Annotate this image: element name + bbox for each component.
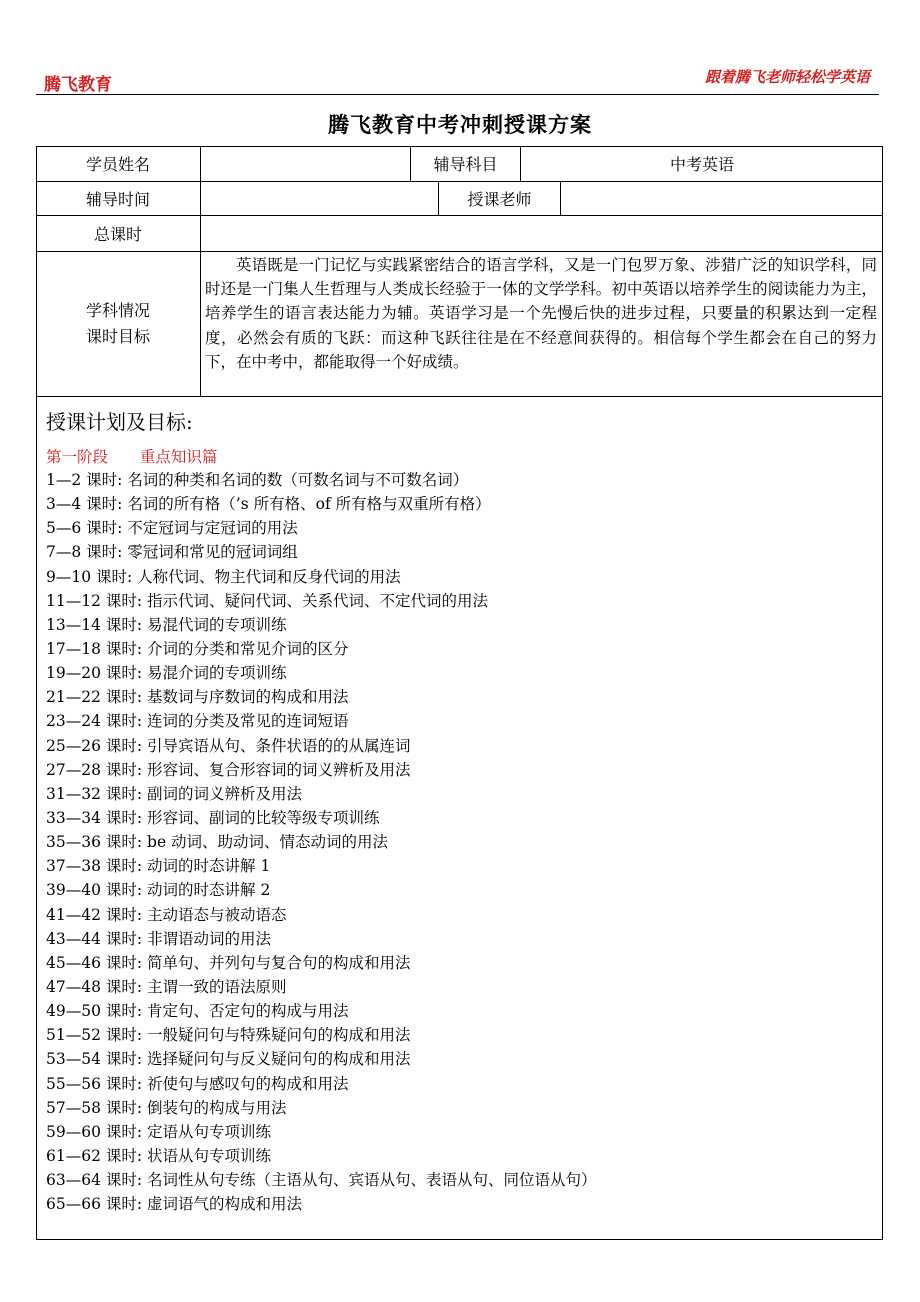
lesson-item: 37—38 课时: 动词的时态讲解 1: [46, 857, 271, 876]
total-hours-value[interactable]: [201, 215, 883, 251]
stage-topic: 重点知识篇: [139, 448, 218, 466]
teacher-label: 授课老师: [467, 189, 532, 209]
lesson-item: 17—18 课时: 介词的分类和常见介词的区分: [46, 639, 349, 658]
student-name-label: 学员姓名: [85, 155, 150, 174]
lesson-list: [46, 468, 597, 1216]
lesson-item: 41—42 课时: 主动语态与被动语态: [46, 905, 287, 924]
plan-heading: 授课计划及目标:: [46, 410, 193, 434]
situation-label-line2: 课时目标: [85, 327, 150, 346]
lesson-item: 25—26 课时: 引导宾语从句、条件状语的的从属连词: [46, 736, 411, 755]
lesson-item: 55—56 课时: 祈使句与感叹句的构成和用法: [46, 1074, 349, 1093]
lesson-item: 59—60 课时: 定语从句专项训练: [46, 1122, 272, 1141]
lesson-item: 47—48 课时: 主谓一致的语法原则: [46, 977, 287, 996]
header-divider: [36, 94, 879, 95]
lesson-item: 21—22 课时: 基数词与序数词的构成和用法: [46, 688, 349, 707]
situation-label-line1: 学科情况: [85, 301, 150, 320]
lesson-item: 39—40 课时: 动词的时态讲解 2: [46, 881, 271, 900]
lesson-item: 23—24 课时: 连词的分类及常见的连词短语: [46, 712, 349, 731]
lesson-item: 3—4 课时: 名词的所有格（’s 所有格、of 所有格与双重所有格）: [46, 495, 491, 514]
lesson-item: 31—32 课时: 副词的词义辨析及用法: [46, 784, 303, 803]
lesson-item: 57—58 课时: 倒装句的构成与用法: [46, 1098, 287, 1117]
header-slogan: 跟着腾飞老师轻松学英语: [704, 68, 870, 86]
total-hours-label: 总课时: [93, 224, 142, 244]
lesson-item: 5—6 课时: 不定冠词与定冠词的用法: [46, 519, 298, 538]
lesson-item: 13—14 课时: 易混代词的专项训练: [46, 615, 287, 634]
lesson-item: 1—2 课时: 名词的种类和名词的数（可数名词与不可数名词）: [46, 471, 469, 489]
lesson-item: 45—46 课时: 简单句、并列句与复合句的构成和用法: [46, 953, 411, 972]
lesson-item: 49—50 课时: 肯定句、否定句的构成与用法: [46, 1002, 349, 1021]
stage-heading: [46, 445, 217, 467]
lesson-item: 53—54 课时: 选择疑问句与反义疑问句的构成和用法: [46, 1050, 411, 1069]
lesson-item: 33—34 课时: 形容词、副词的比较等级专项训练: [46, 808, 380, 827]
lesson-item: 11—12 课时: 指示代词、疑问代词、关系代词、不定代词的用法: [46, 591, 489, 610]
lesson-item: 7—8 课时: 零冠词和常见的冠词词组: [46, 543, 298, 562]
lesson-item: 9—10 课时: 人称代词、物主代词和反身代词的用法: [46, 567, 401, 586]
lesson-item: 19—20 课时: 易混介词的专项训练: [46, 664, 287, 683]
stage-name: 第一阶段: [46, 448, 109, 466]
page-title: 腾飞教育中考冲刺授课方案: [328, 112, 592, 137]
header-brand: 腾飞教育: [44, 75, 112, 95]
teacher-value[interactable]: [561, 181, 883, 215]
situation-label: [36, 252, 200, 396]
situation-text: 英语既是一门记忆与实践紧密结合的语言学科，又是一门包罗万象、涉猎广泛的知识学科，同时还是一门集人生哲理与人类成长经验于一体的文学学科。初中英语以培养学生的阅读能力为主，培养学生的语言表达能力为辅。英语学习是一个先慢后快的进步过程，只要量的积累达到一定程度，必然会有质的飞跃：而这种飞跃往往是在不经意间获得的。相信每个学生都会在自己的努力下，在中考中，都能取得一个好成绩。: [205, 256, 877, 371]
lesson-item: 63—64 课时: 名词性从句专练（主语从句、宾语从句、表语从句、同位语从句）: [46, 1171, 597, 1190]
subject-value[interactable]: 中考英语: [669, 155, 734, 174]
subject-label: 辅导科目: [433, 155, 498, 174]
student-name-value[interactable]: [201, 146, 410, 181]
lesson-item: 65—66 课时: 虚词语气的构成和用法: [46, 1195, 303, 1214]
lesson-item: 61—62 课时: 状语从句专项训练: [46, 1146, 272, 1165]
lesson-item: 51—52 课时: 一般疑问句与特殊疑问句的构成和用法: [46, 1026, 411, 1045]
lesson-item: 27—28 课时: 形容词、复合形容词的词义辨析及用法: [46, 760, 411, 779]
lesson-item: 43—44 课时: 非谓语动词的用法: [46, 929, 272, 948]
time-label: 辅导时间: [85, 189, 150, 209]
row-divider: [36, 396, 883, 397]
lesson-item: 35—36 课时: be 动词、助动词、情态动词的用法: [46, 833, 389, 852]
time-value[interactable]: [201, 181, 438, 215]
